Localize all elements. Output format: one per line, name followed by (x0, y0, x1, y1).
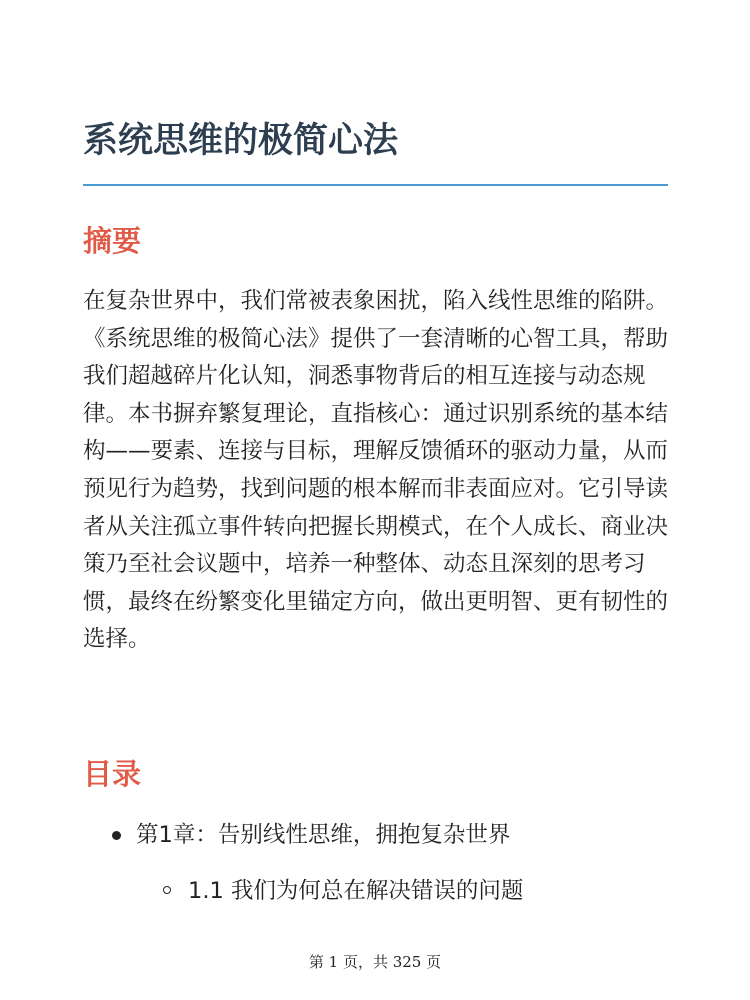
title-divider (83, 184, 668, 186)
bullet-disc-icon (112, 831, 121, 840)
abstract-paragraph: 在复杂世界中，我们常被表象困扰，陷入线性思维的陷阱。《系统思维的极简心法》提供了一套清晰的心智工具，帮助我们超越碎片化认知，洞悉事物背后的相互连接与动态规律。本书摒弃繁复理论，直指核心：通过识别系统的基本结构——要素、连接与目标，理解反馈循环的驱动力量，从而预见行为趋势，找到问题的根本解而非表面应对。它引导读者从关注孤立事件转向把握长期模式，在个人成长、商业决策乃至社会议题中，培养一种整体、动态且深刻的思考习惯，最终在纷繁变化里锚定方向，做出更明智、更有韧性的选择。 (83, 288, 669, 653)
toc-item-label: 第1章：告别线性思维，拥抱复杂世界 (136, 822, 511, 848)
toc-subitem-label: 1.1 我们为何总在解决错误的问题 (188, 878, 524, 904)
page-number-footer: 第 1 页，共 325 页 (308, 953, 442, 971)
bullet-circle-icon (163, 886, 171, 894)
abstract-heading: 摘要 (83, 224, 142, 258)
document-title: 系统思维的极简心法 (83, 121, 399, 161)
toc-heading: 目录 (83, 757, 142, 791)
